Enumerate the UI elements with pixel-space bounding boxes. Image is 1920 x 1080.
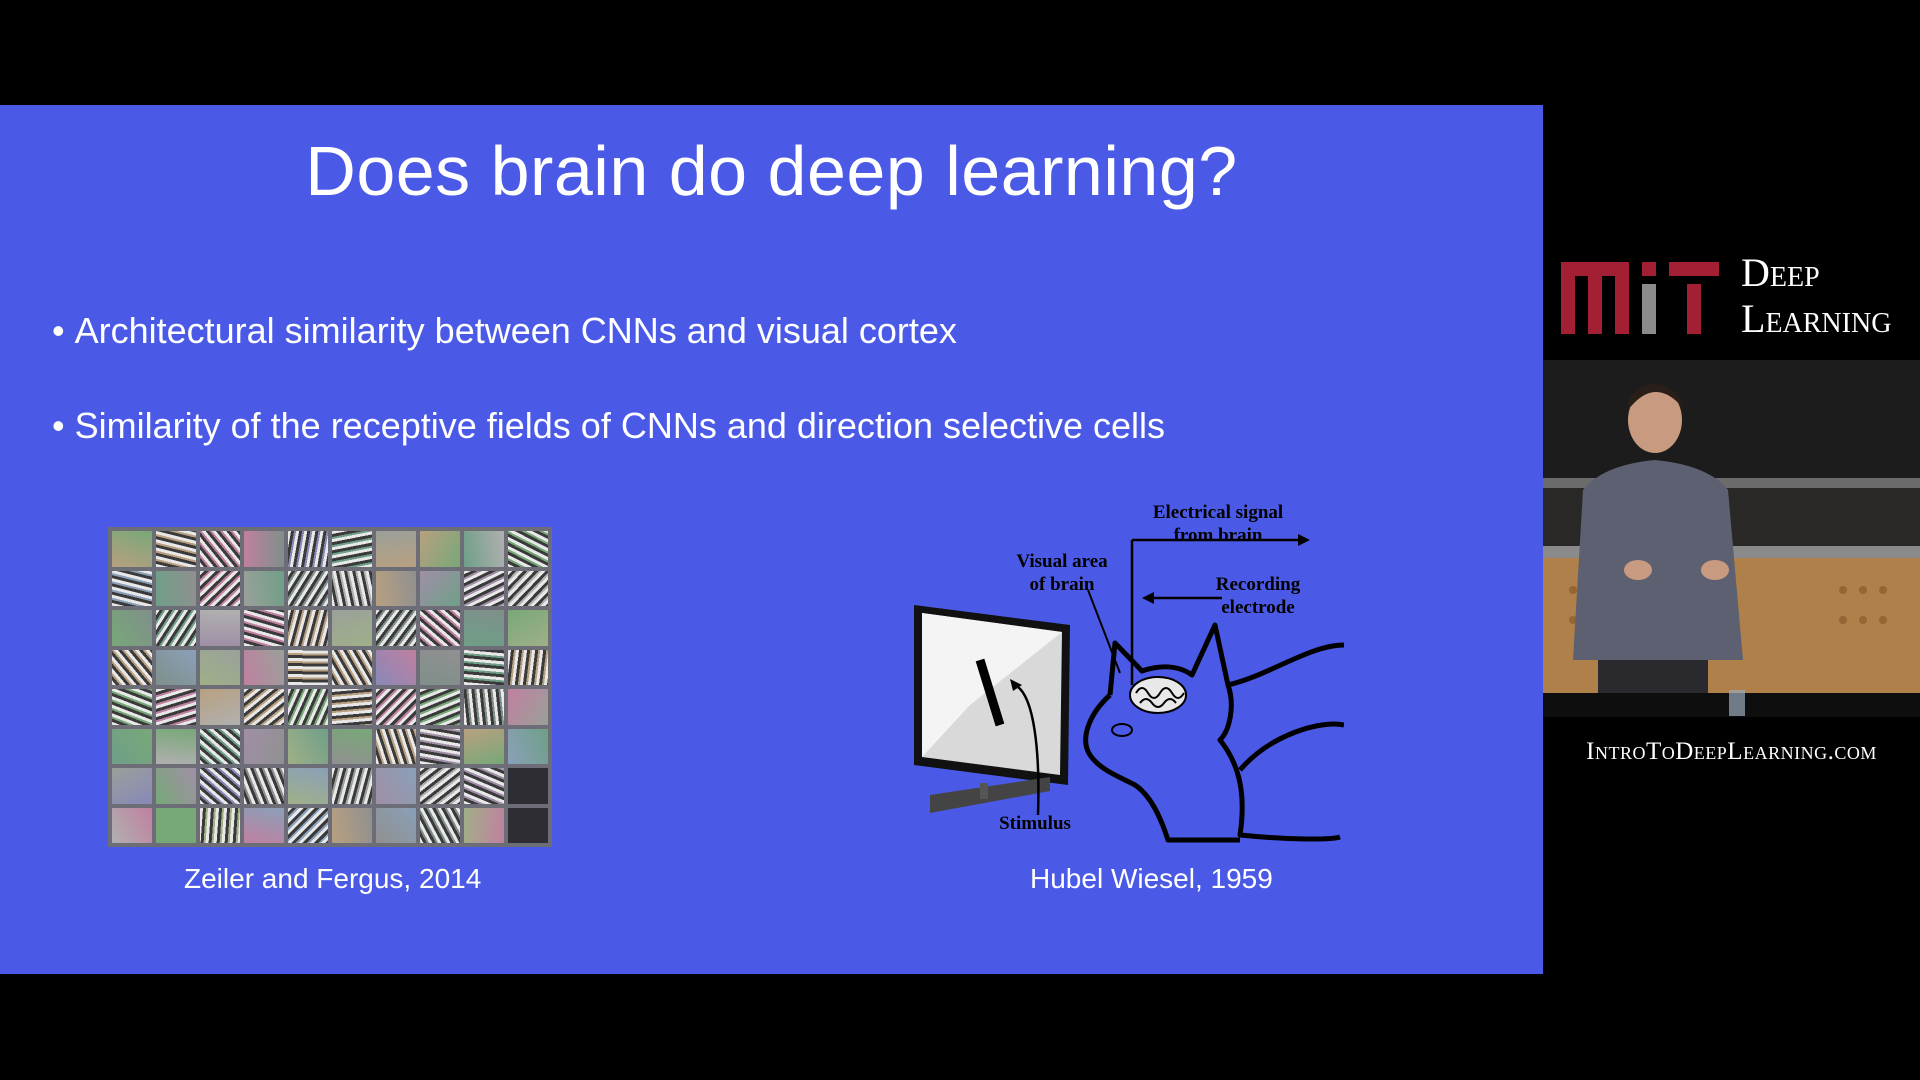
filter-cell <box>200 729 240 765</box>
filter-cell <box>464 729 504 765</box>
filter-cell <box>244 768 284 804</box>
mit-logo-icon <box>1561 248 1741 348</box>
left-image-caption: Zeiler and Fergus, 2014 <box>184 863 482 894</box>
filter-cell <box>464 610 504 646</box>
speaker-video <box>1543 360 1920 717</box>
filter-cell <box>332 808 372 844</box>
filter-cell <box>508 768 548 804</box>
filter-cell <box>332 531 372 567</box>
label-recording: Recording <box>1215 574 1301 595</box>
filter-cell <box>288 650 328 686</box>
filter-cell <box>332 689 372 725</box>
filter-cell <box>376 729 416 765</box>
filter-cell <box>332 768 372 804</box>
filter-cell <box>200 808 240 844</box>
filter-cell <box>464 768 504 804</box>
filter-cell <box>200 768 240 804</box>
filter-cell <box>464 689 504 725</box>
filter-cell <box>464 808 504 844</box>
filter-cell <box>288 610 328 646</box>
wordmark-learning: Learning <box>1741 296 1892 341</box>
course-url <box>1543 738 1920 766</box>
filter-cell <box>332 571 372 607</box>
filter-cell <box>244 650 284 686</box>
brain-icon <box>1130 677 1186 713</box>
filter-cell <box>376 610 416 646</box>
label-from-brain: from brain <box>1173 525 1263 546</box>
filter-cell <box>112 610 152 646</box>
cnn-filters-image <box>108 527 552 847</box>
filter-cell <box>112 768 152 804</box>
filter-cell <box>332 729 372 765</box>
label-electrical-signal: Electrical signal <box>1152 502 1284 523</box>
bullet-list <box>52 310 1165 500</box>
presentation-slide <box>0 105 1543 974</box>
filter-cell <box>332 650 372 686</box>
filter-cell <box>244 610 284 646</box>
course-url-text: IntroToDeepLearning.com <box>1586 738 1877 765</box>
filter-cell <box>376 571 416 607</box>
filter-cell <box>112 729 152 765</box>
filter-cell <box>420 768 460 804</box>
filter-cell <box>156 729 196 765</box>
filter-cell <box>508 571 548 607</box>
filter-cell <box>156 571 196 607</box>
deep-learning-wordmark <box>1741 250 1891 342</box>
filter-cell <box>156 768 196 804</box>
filter-cell <box>200 650 240 686</box>
bullet-item: • Architectural similarity between CNNs and visual cortex <box>52 310 1165 352</box>
filter-cell <box>420 729 460 765</box>
filter-cell <box>376 650 416 686</box>
filter-cell <box>288 808 328 844</box>
filter-cell <box>376 808 416 844</box>
filter-cell <box>508 808 548 844</box>
filter-cell <box>420 531 460 567</box>
filter-cell <box>420 808 460 844</box>
label-of-brain: of brain <box>1029 574 1095 595</box>
filter-cell <box>112 650 152 686</box>
filter-cell <box>156 689 196 725</box>
filter-cell <box>420 571 460 607</box>
filter-cell <box>508 689 548 725</box>
label-electrode: electrode <box>1221 597 1295 618</box>
filter-cell <box>112 571 152 607</box>
filter-cell <box>244 531 284 567</box>
filter-cell <box>464 531 504 567</box>
right-image-caption: Hubel Wiesel, 1959 <box>1030 863 1273 894</box>
filter-cell <box>112 531 152 567</box>
filter-cell <box>200 571 240 607</box>
filter-cell <box>464 650 504 686</box>
filter-cell <box>200 689 240 725</box>
filter-cell <box>288 729 328 765</box>
filter-cell <box>464 571 504 607</box>
bullet-item: • Similarity of the receptive fields of CNNs and direction selective cells <box>52 405 1165 447</box>
filter-cell <box>112 808 152 844</box>
filter-cell <box>112 689 152 725</box>
filter-cell <box>508 610 548 646</box>
filter-cell <box>288 689 328 725</box>
filter-cell <box>244 689 284 725</box>
filter-cell <box>156 610 196 646</box>
cat-experiment-diagram <box>910 495 1344 850</box>
filter-cell <box>156 531 196 567</box>
filter-cell <box>244 808 284 844</box>
filter-cell <box>288 531 328 567</box>
filter-cell <box>200 531 240 567</box>
filter-cell <box>288 571 328 607</box>
filter-cell <box>244 571 284 607</box>
label-stimulus: Stimulus <box>999 813 1071 834</box>
filter-cell <box>244 729 284 765</box>
slide-title: Does brain do deep learning? <box>305 132 1238 210</box>
filter-cell <box>332 610 372 646</box>
filter-cell <box>376 531 416 567</box>
filter-cell <box>156 650 196 686</box>
filter-cell <box>420 610 460 646</box>
mit-deep-learning-logo <box>1543 228 1920 358</box>
filter-cell <box>420 650 460 686</box>
filter-cell <box>376 689 416 725</box>
filter-cell <box>288 768 328 804</box>
filter-cell <box>508 729 548 765</box>
filter-cell <box>376 768 416 804</box>
filter-cell <box>508 650 548 686</box>
filter-cell <box>156 808 196 844</box>
label-visual-area: Visual area <box>1016 551 1108 572</box>
filter-cell <box>200 610 240 646</box>
filter-cell <box>508 531 548 567</box>
filter-cell <box>420 689 460 725</box>
wordmark-deep: Deep <box>1741 250 1820 295</box>
